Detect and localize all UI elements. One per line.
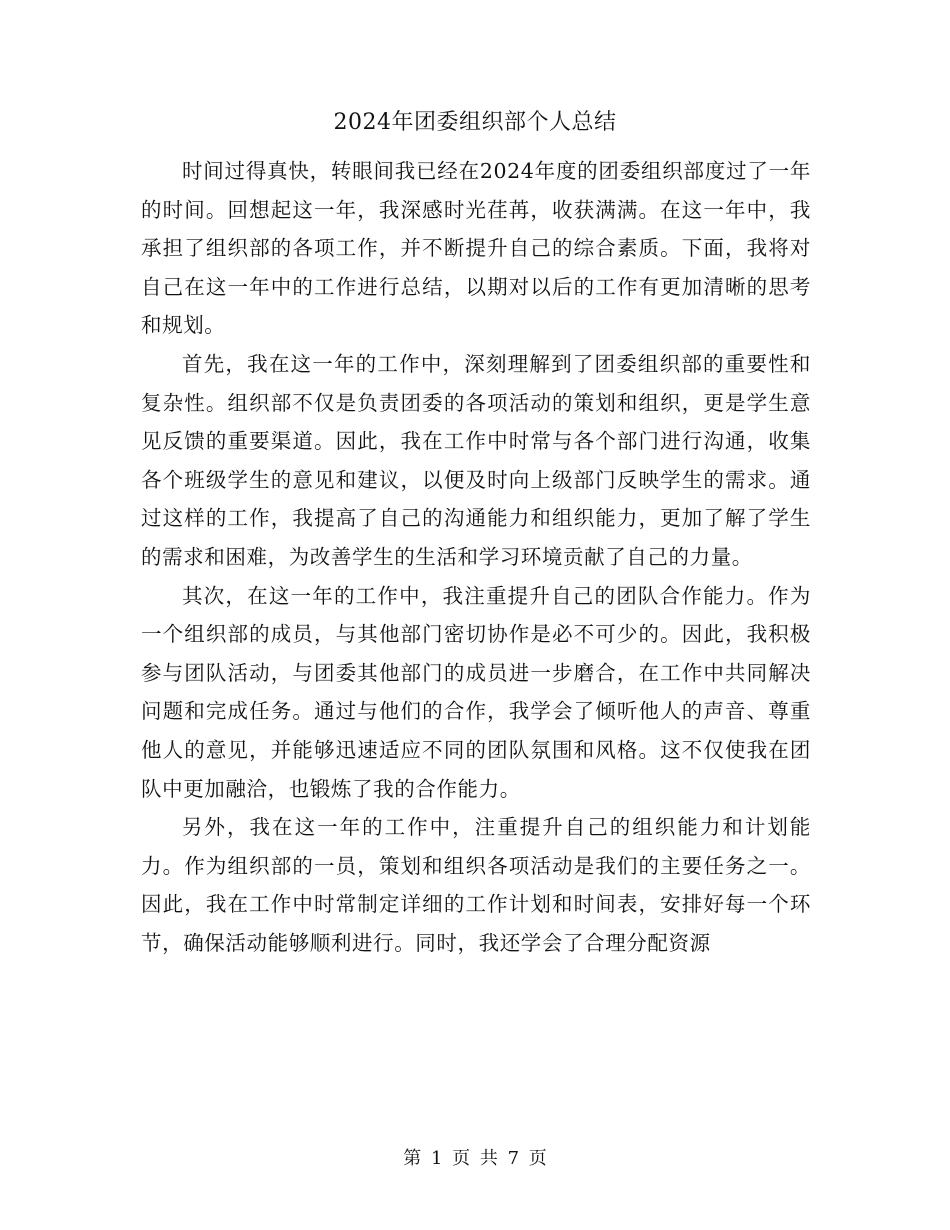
paragraph-third: 另外，我在这一年的工作中，注重提升自己的组织能力和计划能力。作为组织部的一员，策划和组织各项活动是我们的主要任务之一。因此，我在工作中时常制定详细的工作计划和时间表，安排好每一个环节，确保活动能够顺利进行。同时，我还学会了合理分配资源 [141, 815, 811, 955]
paragraph-first: 首先，我在这一年的工作中，深刻理解到了团委组织部的重要性和复杂性。组织部不仅是负责团委的各项活动的策划和组织，更是学生意见反馈的重要渠道。因此，我在工作中时常与各个部门进行沟通，收集各个班级学生的意见和建议，以便及时向上级部门反映学生的需求。通过这样的工作，我提高了自己的沟通能力和组织能力，更加了解了学生的需求和困难，为改善学生的生活和学习环境贡献了自己的力量。 [141, 351, 811, 569]
document-title: 2024年团委组织部个人总结 [333, 110, 617, 135]
page-number-footer: 第 1 页 共 7 页 [403, 1148, 547, 1169]
paragraph-intro: 时间过得真快，转眼间我已经在2024年度的团委组织部度过了一年的时间。回想起这一年，我深感时光荏苒，收获满满。在这一年中，我承担了组织部的各项工作，并不断提升自己的综合素质。下面，我将对自己在这一年中的工作进行总结，以期对以后的工作有更加清晰的思考和规划。 [141, 159, 811, 338]
document-body [141, 152, 811, 962]
paragraph-second: 其次，在这一年的工作中，我注重提升自己的团队合作能力。作为一个组织部的成员，与其他部门密切协作是必不可少的。因此，我积极参与团队活动，与团委其他部门的成员进一步磨合，在工作中共同解决问题和完成任务。通过与他们的合作，我学会了倾听他人的声音、尊重他人的意见，并能够迅速适应不同的团队氛围和风格。这不仅使我在团队中更加融洽，也锻炼了我的合作能力。 [141, 583, 811, 801]
